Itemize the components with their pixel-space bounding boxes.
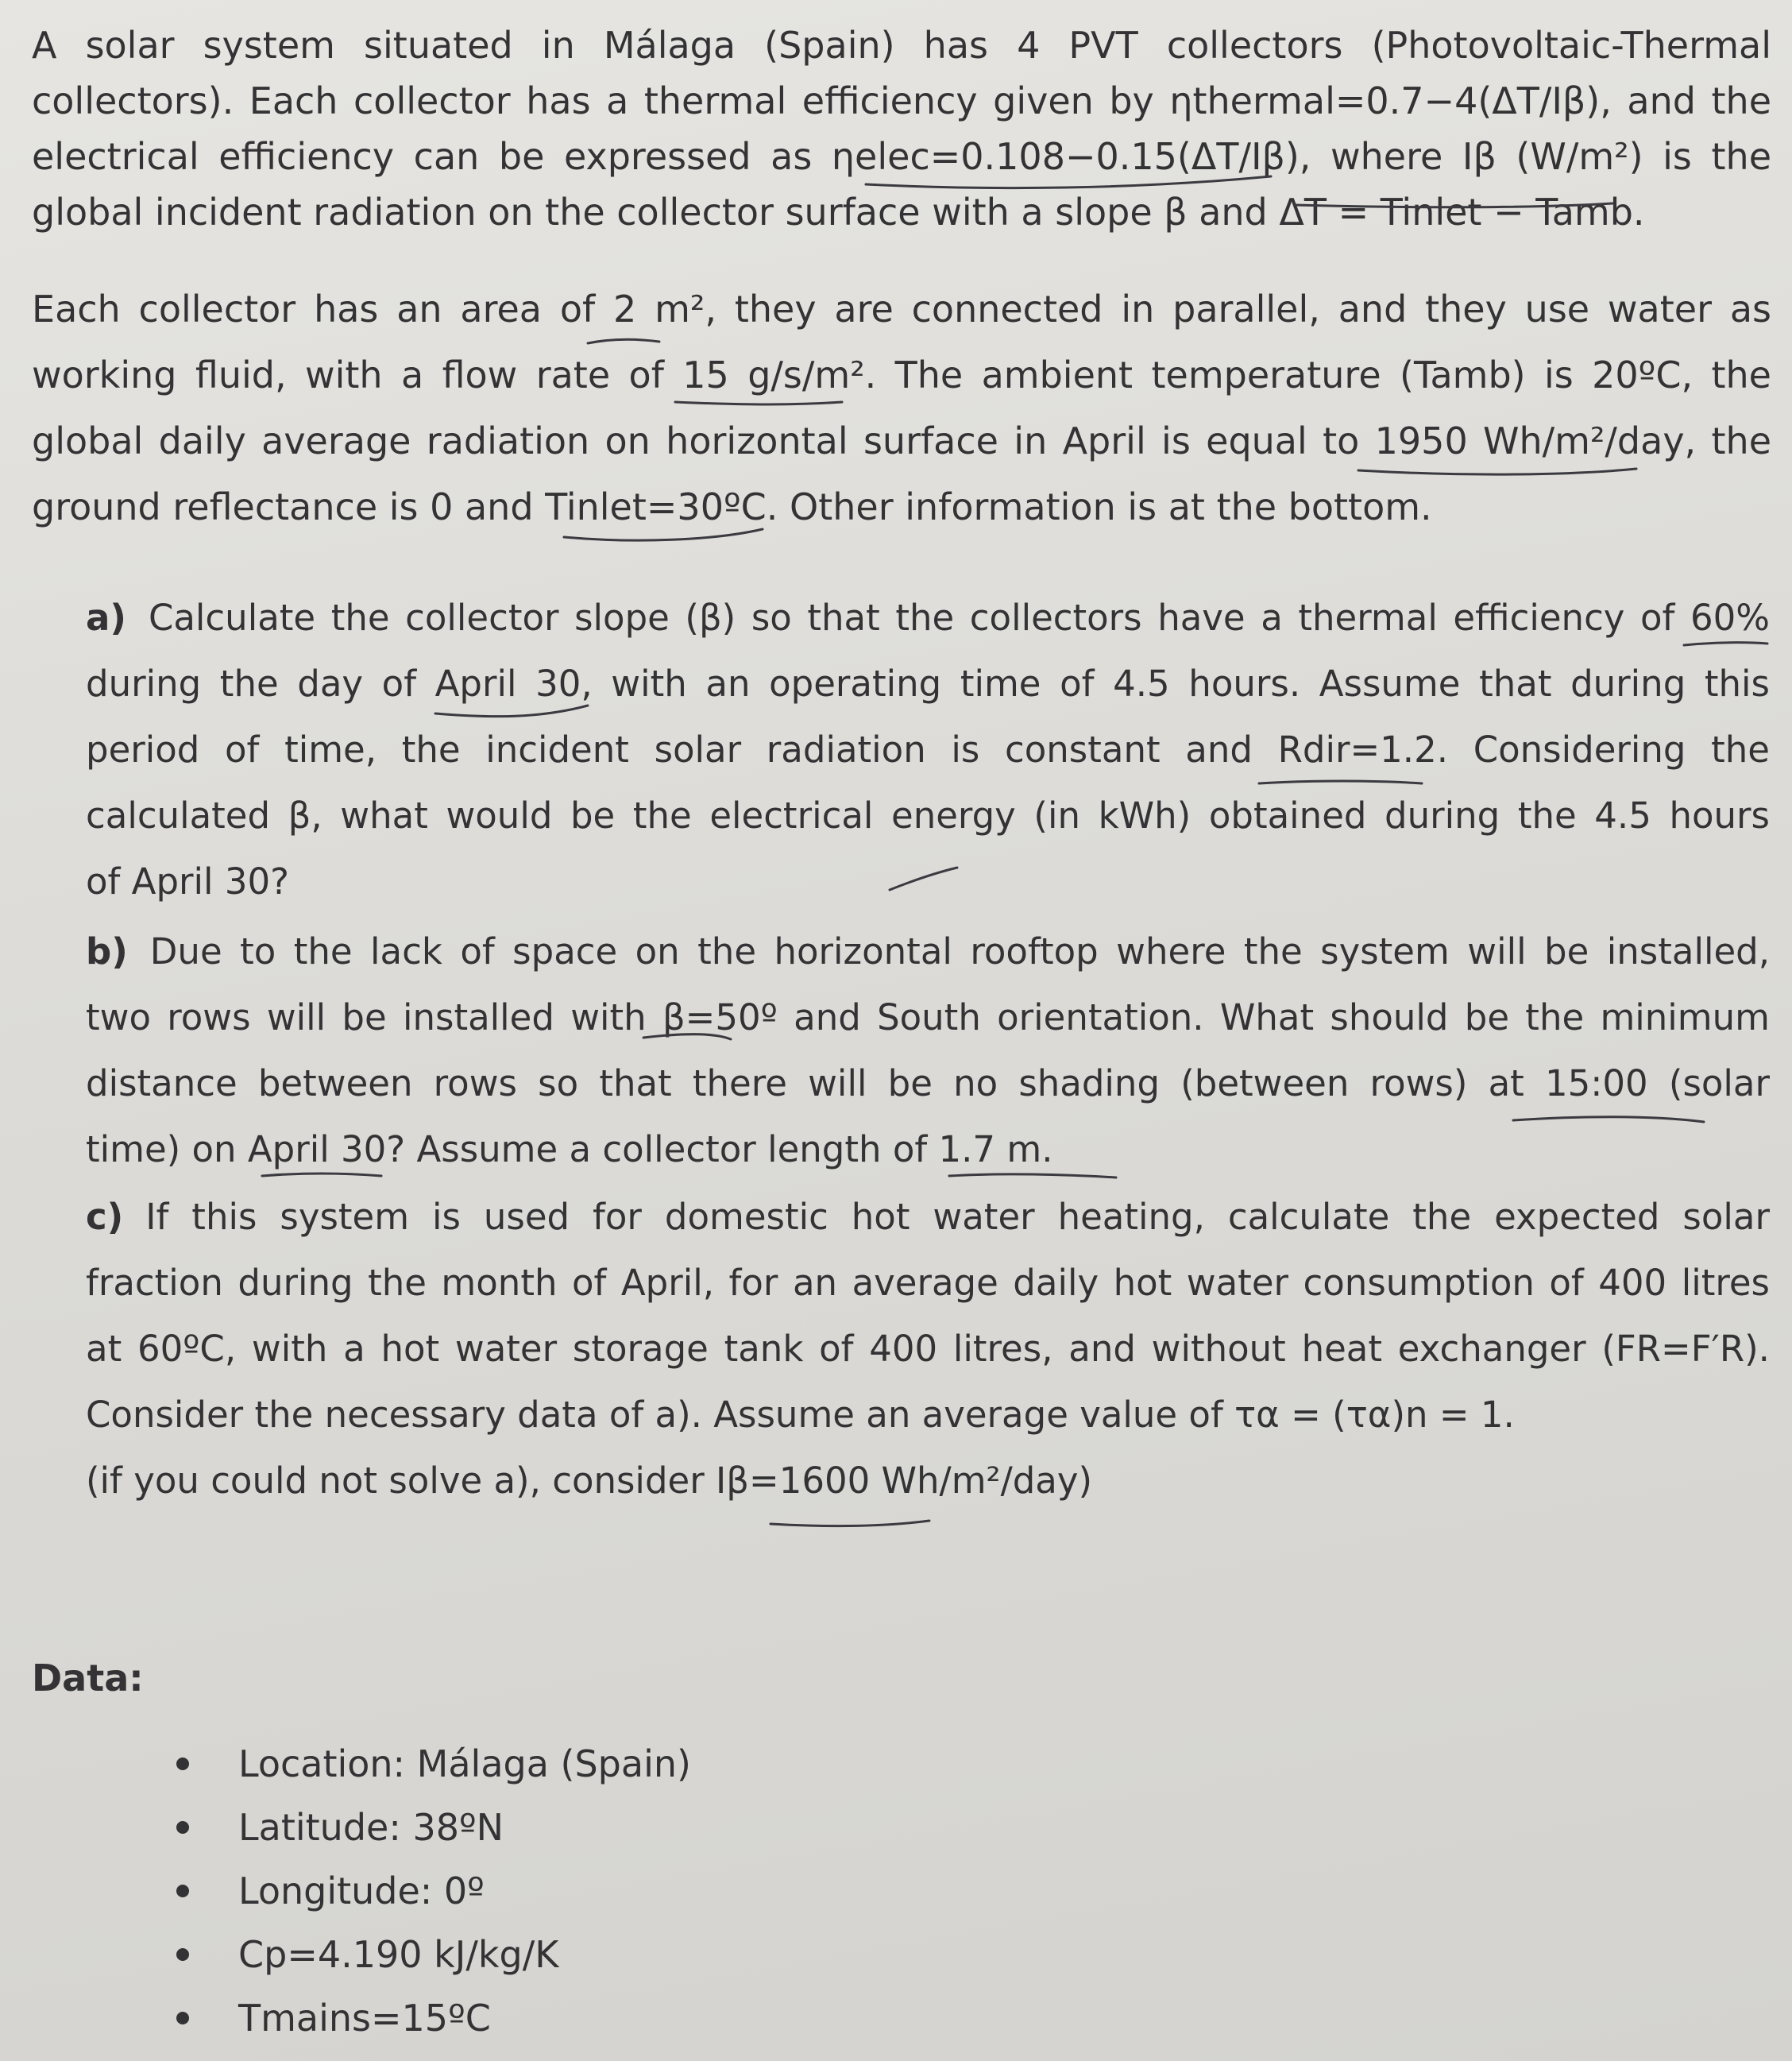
question-c — [86, 1184, 1770, 1514]
data-item — [183, 1986, 691, 2050]
intro-line: A solar system situated in Málaga (Spain) has 4 PVT collectors (Photovoltaic-Thermal — [32, 24, 1771, 67]
data-item-text: Tmains=15ºC — [238, 1997, 491, 2040]
bullet-icon — [176, 1948, 189, 1961]
underline-ib — [770, 1521, 929, 1526]
question-a-line: calculated β, what would be the electrical energy (in kWh) obtained during the 4.5 hours — [86, 795, 1770, 837]
bullet-icon — [176, 1821, 189, 1834]
question-b-line: distance between rows so that there will be no shading (between rows) at 15:00 (solar — [86, 1062, 1770, 1104]
bullet-icon — [176, 1885, 189, 1897]
question-b — [86, 918, 1770, 1182]
question-b-line: two rows will be installed with β=50º and South orientation. What should be the minimum — [86, 996, 1770, 1038]
question-a-label: a) — [86, 597, 126, 639]
question-c-text: If this system is used for domestic hot water heating, calculate the expected solar — [145, 1196, 1770, 1238]
question-a — [86, 585, 1770, 914]
data-item — [183, 1732, 691, 1796]
question-c-label: c) — [86, 1196, 124, 1238]
question-c-line: (if you could not solve a), consider Iβ=1600 Wh/m²/day) — [86, 1460, 1093, 1502]
data-item — [183, 1859, 691, 1923]
context-line: ground reflectance is 0 and Tinlet=30ºC. Other information is at the bottom. — [32, 485, 1432, 528]
context-line: global daily average radiation on horizontal surface in April is equal to 1950 Wh/m²/day, the — [32, 420, 1771, 462]
question-b-line: time) on April 30? Assume a collector length of 1.7 m. — [86, 1128, 1053, 1170]
intro-line: electrical efficiency can be expressed as ηelec=0.108−0.15(ΔT/Iβ), where Iβ (W/m²) is the — [32, 135, 1771, 178]
bullet-icon — [176, 1757, 189, 1770]
question-b-line — [86, 918, 1770, 984]
question-c-line: at 60ºC, with a hot water storage tank of 400 litres, and without heat exchanger (FR=F′R). — [86, 1328, 1770, 1370]
question-c-line: fraction during the month of April, for an average daily hot water consumption of 400 litres — [86, 1262, 1770, 1304]
intro-paragraph — [32, 17, 1771, 240]
question-b-text: Due to the lack of space on the horizontal rooftop where the system will be installed, — [149, 930, 1770, 972]
data-list — [183, 1732, 691, 2050]
question-c-line: Consider the necessary data of a). Assume an average value of τα = (τα)n = 1. — [86, 1394, 1515, 1436]
question-a-line — [86, 585, 1770, 651]
data-item — [183, 1923, 691, 1986]
data-item — [183, 1796, 691, 1859]
context-line: Each collector has an area of 2 m², they are connected in parallel, and they use water as — [32, 288, 1771, 331]
question-a-text: Calculate the collector slope (β) so that the collectors have a thermal efficiency of 60% — [148, 597, 1770, 639]
intro-line: collectors). Each collector has a thermal efficiency given by ηthermal=0.7−4(ΔT/Iβ), and the — [32, 79, 1771, 122]
context-paragraph — [32, 276, 1771, 540]
question-a-line: of April 30? — [86, 860, 289, 903]
data-title: Data: — [32, 1657, 144, 1699]
context-line: working fluid, with a flow rate of 15 g/s/m². The ambient temperature (Tamb) is 20ºC, the — [32, 354, 1771, 396]
data-item-text: Cp=4.190 kJ/kg/K — [238, 1933, 559, 1976]
data-item-text: Latitude: 38ºN — [238, 1806, 504, 1849]
question-a-line: period of time, the incident solar radiation is constant and Rdir=1.2. Considering the — [86, 729, 1770, 771]
bullet-icon — [176, 2012, 189, 2024]
question-b-label: b) — [86, 930, 128, 972]
question-a-line: during the day of April 30, with an operating time of 4.5 hours. Assume that during this — [86, 663, 1770, 705]
intro-line: global incident radiation on the collector surface with a slope β and ΔT = Tinlet − Tamb. — [32, 191, 1645, 234]
data-item-text: Location: Málaga (Spain) — [238, 1742, 691, 1785]
question-c-line — [86, 1184, 1770, 1250]
data-item-text: Longitude: 0º — [238, 1870, 485, 1912]
